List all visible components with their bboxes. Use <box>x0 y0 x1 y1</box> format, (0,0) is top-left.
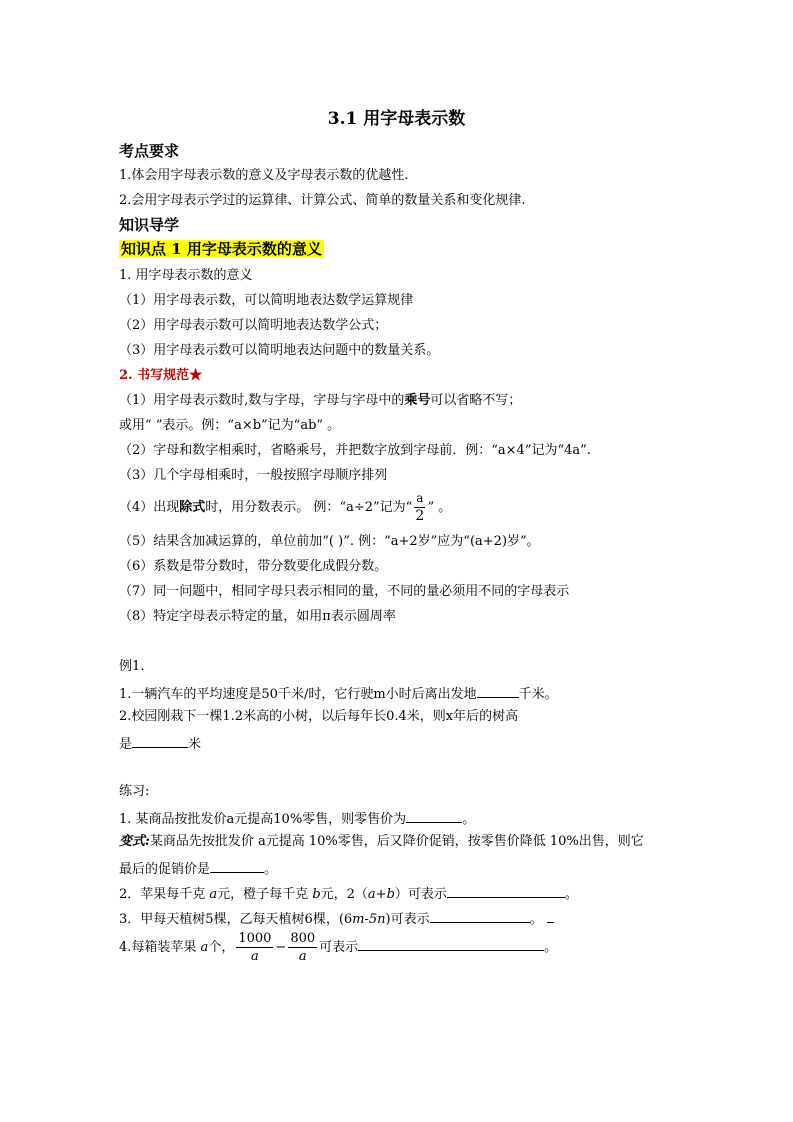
practice-2-text-4: ）可表示 <box>394 887 447 902</box>
variant-end: 。 <box>264 862 278 877</box>
fraction-numerator: 1000 <box>238 931 272 946</box>
example-label: 例1. <box>119 659 145 674</box>
answer-blank <box>406 808 462 823</box>
example-q1-unit: 千米。 <box>518 687 558 702</box>
practice-4-end: 。 <box>544 940 558 955</box>
rules-heading <box>119 367 202 385</box>
practice-4-text: 4.每箱装苹果 <box>119 940 201 955</box>
practice-3 <box>119 908 554 929</box>
rule-4-text: （4）出现 <box>119 500 180 515</box>
answer-blank <box>210 858 264 873</box>
rules-heading-text: 书写规范 <box>137 368 190 383</box>
fraction-numerator: a <box>414 490 425 508</box>
expression-m-minus-n: m-5n <box>352 912 386 927</box>
trailing-underscore <box>547 908 554 923</box>
practice-label: 练习: <box>119 784 150 799</box>
practice-2 <box>119 883 578 904</box>
example-q2-unit: 米 <box>188 737 202 752</box>
rule-4-end: ” 。 <box>427 500 452 515</box>
rule-8: （8）特定字母表示特定的量，如用π表示圆周率 <box>119 609 396 624</box>
rule-1 <box>119 392 521 410</box>
example-q2-text: 是 <box>119 737 133 752</box>
practice-3-text: 3．甲每天植树5棵，乙每天植树6棵，(6 <box>119 912 353 927</box>
answer-blank <box>447 883 565 898</box>
knowledge-point-title <box>119 240 324 260</box>
knowledge-point-highlight: 知识点 1 用字母表示数的意义 <box>121 240 322 258</box>
practice-1 <box>119 808 475 829</box>
practice-4 <box>119 928 557 968</box>
practice-3-end: 。 <box>529 912 543 927</box>
example-question-2-continued <box>119 733 201 754</box>
practice-1-text: 1. 某商品按批发价a元提高10%零售，则零售价为 <box>119 812 407 827</box>
fraction-denominator: 2 <box>415 508 425 524</box>
practice-variant-continued <box>119 858 277 879</box>
fraction-800-over-a <box>288 930 317 965</box>
example-question-2: 2.校园刚栽下一棵1.2米高的小树，以后每年长0.4米，则x年后的树高 <box>119 709 519 724</box>
answer-blank <box>477 683 519 698</box>
practice-4-text-3: 可表示 <box>319 940 359 955</box>
rule-5: （5）结果含加减运算的，单位前加“( )”. 例：“a+2岁”应为“(a+2)岁”。 <box>119 534 540 549</box>
rule-1-text: （1）用字母表示数时,数与字母，字母与字母中的 <box>119 393 405 408</box>
meaning-item-3: （3）用字母表示数可以简明地表达问题中的数量关系。 <box>119 343 440 358</box>
requirement-item-1: 1.体会用字母表示数的意义及字母表示数的优越性. <box>119 168 409 183</box>
rule-4-mid: 时，用分数表示。 例：“a÷2”记为“ <box>205 500 413 515</box>
rule-4-bold: 除式 <box>179 500 206 515</box>
variant-text-2: 最后的促销价是 <box>119 862 211 877</box>
fraction-denominator: a <box>298 949 307 964</box>
fraction-1000-over-a <box>236 930 273 965</box>
star-icon: ★ <box>189 368 203 383</box>
variant-text: 某商品先按批发价 a元提高 10%零售，后又降价促销，按零售价降低 10%出售，则它 <box>149 834 644 849</box>
practice-2-text-2: 元，橙子每千克 <box>217 887 313 902</box>
rule-6: （6）系数是带分数时，带分数要化成假分数。 <box>119 559 388 574</box>
requirements-heading: 考点要求 <box>119 142 180 160</box>
fraction-a-over-2 <box>414 490 425 525</box>
page-title: 3.1 用字母表示数 <box>327 109 466 129</box>
practice-4-text-2: 个， <box>208 940 235 955</box>
fraction-numerator: 800 <box>290 931 316 946</box>
example-question-1 <box>119 683 558 704</box>
variable-a: a <box>200 940 209 955</box>
meaning-item-1: （1）用字母表示数，可以简明地表达数学运算规律 <box>119 293 414 308</box>
rule-1-bold: 乘号 <box>404 393 431 408</box>
variable-a: a <box>209 887 218 902</box>
rule-1-continued: 或用“ ”表示。例：“a×b”记为“ab” 。 <box>119 418 341 433</box>
rule-3: （3）几个字母相乘时，一般按照字母顺序排列 <box>119 468 388 483</box>
rule-7: （7）同一问题中，相同字母只表示相同的量，不同的量必须用不同的字母表示 <box>119 584 570 599</box>
practice-1-end: 。 <box>462 812 476 827</box>
variant-label: 变式: <box>119 834 150 849</box>
meaning-heading: 1. 用字母表示数的意义 <box>119 268 253 283</box>
practice-3-text-2: )可表示 <box>385 912 430 927</box>
rules-heading-number: 2. <box>119 368 138 383</box>
answer-blank <box>358 936 544 951</box>
practice-2-end: 。 <box>564 887 578 902</box>
fraction-denominator: a <box>250 949 259 964</box>
variable-b: b <box>312 887 321 902</box>
minus-sign: − <box>275 940 287 955</box>
practice-variant <box>119 833 644 851</box>
example-q1-text: 1.一辆汽车的平均速度是50千米/时，它行驶m小时后离出发地 <box>119 687 477 702</box>
meaning-item-2: （2）用字母表示数可以简明地表达数学公式； <box>119 318 388 333</box>
requirement-item-2: 2.会用字母表示学过的运算律、计算公式、简单的数量关系和变化规律. <box>119 193 526 208</box>
expression-a-plus-b: a+b <box>367 887 395 902</box>
rule-4 <box>119 490 451 526</box>
rule-2: （2）字母和数字相乘时，省略乘号，并把数字放到字母前．例：“a×4”记为“4a”. <box>119 443 591 458</box>
answer-blank <box>132 733 188 748</box>
guide-heading: 知识导学 <box>119 216 180 234</box>
practice-2-text-3: 元，2（ <box>320 887 368 902</box>
answer-blank <box>430 908 530 923</box>
practice-2-text: 2．苹果每千克 <box>119 887 210 902</box>
rule-1-end: 可以省略不写； <box>430 393 522 408</box>
